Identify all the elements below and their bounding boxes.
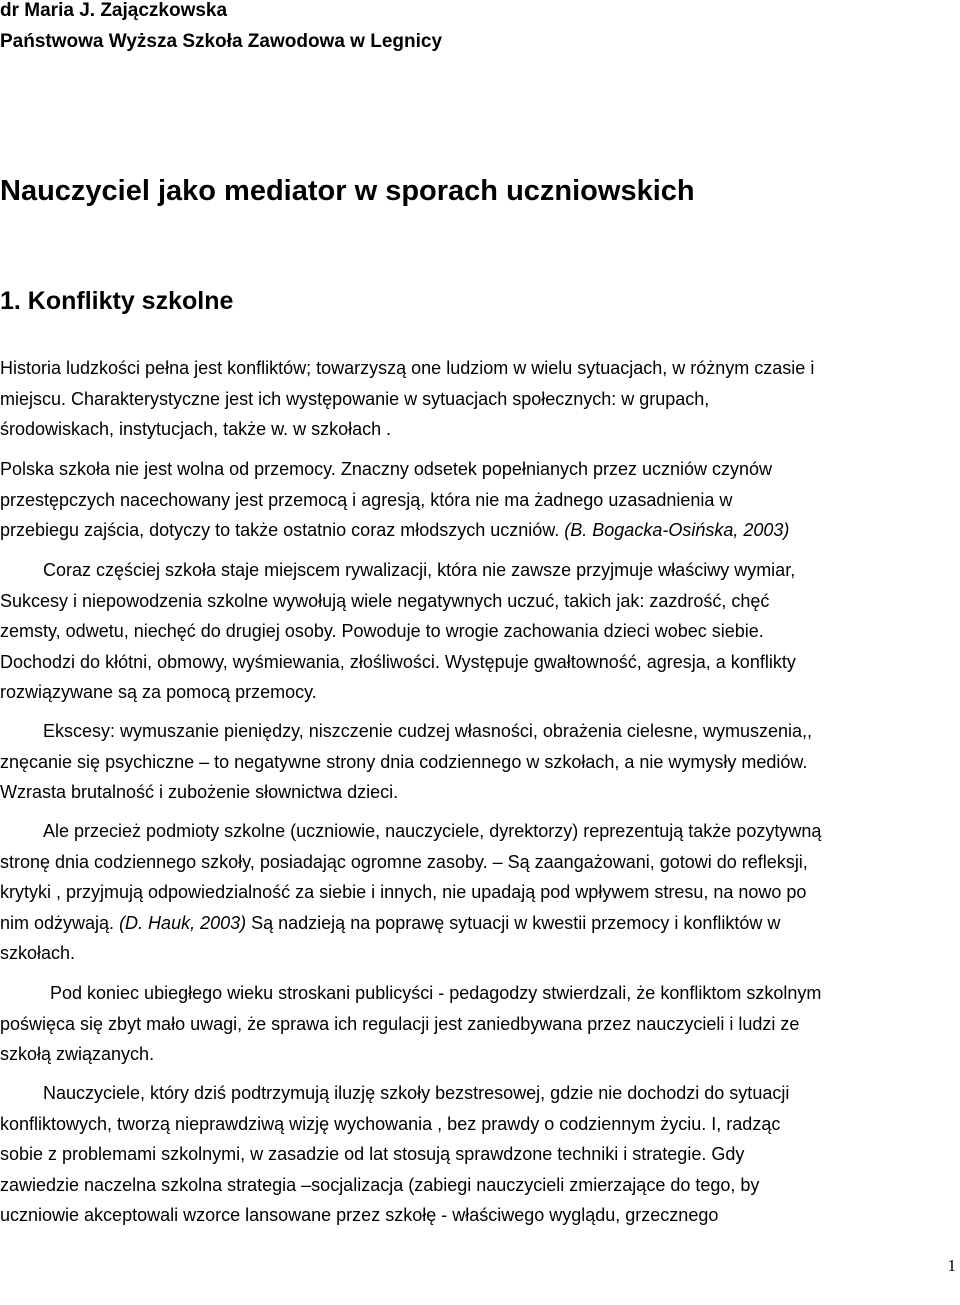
text-line: zemsty, odwetu, niechęć do drugiej osoby. Powoduje to wrogie zachowania dzieci wobec siebie.: [0, 621, 764, 642]
text-line: Dochodzi do kłótni, obmowy, wyśmiewania, złośliwości. Występuje gwałtowność, agresja, a konflikty: [0, 651, 796, 672]
text-line: [0, 908, 960, 939]
page-number: 1: [947, 1256, 956, 1275]
paragraph-4: [0, 716, 960, 808]
paragraph-7: [0, 1078, 960, 1231]
text-line: [0, 1078, 960, 1109]
text-line: [0, 716, 960, 747]
text-line: środowiskach, instytucjach, także w. w szkołach .: [0, 419, 392, 440]
text-line: rozwiązywane są za pomocą przemocy.: [0, 682, 317, 703]
text-segment: Ale przecież podmioty szkolne (uczniowie, nauczyciele, dyrektorzy) reprezentują także pozytywną: [43, 821, 822, 841]
text-line: [0, 555, 960, 586]
citation: (D. Hauk, 2003): [119, 912, 247, 933]
text-line: znęcanie się psychiczne – to negatywne strony dnia codziennego w szkołach, a nie wymysły mediów.: [0, 751, 808, 772]
text-line: krytyki , przyjmują odpowiedzialność za siebie i innych, nie upadają pod wpływem stresu, na nowo po: [0, 882, 807, 903]
section-heading: 1. Konflikty szkolne: [0, 287, 234, 315]
text-line: konfliktowych, tworzą nieprawdziwą wizję wychowania , bez prawdy o codziennym życiu. I, radząc: [0, 1113, 781, 1134]
institution-name: Państwowa Wyższa Szkoła Zawodowa w Legnicy: [0, 31, 443, 52]
text-segment: Są nadzieją na poprawę sytuacji w kwestii przemocy i konfliktów w: [246, 912, 781, 933]
text-segment: nim odżywają.: [0, 912, 120, 933]
paragraph-3: [0, 555, 960, 708]
text-line: Wzrasta brutalność i zubożenie słownictwa dzieci.: [0, 782, 399, 803]
text-line: przestępczych nacechowany jest przemocą i agresją, która nie ma żadnego uzasadnienia w: [0, 489, 733, 510]
citation: (B. Bogacka-Osińska, 2003): [564, 520, 790, 541]
text-line: uczniowie akceptowali wzorce lansowane przez szkołę - właściwego wyglądu, grzecznego: [0, 1205, 719, 1226]
text-segment: przebiegu zajścia, dotyczy to także ostatnio coraz młodszych uczniów.: [0, 520, 565, 541]
paragraph-1: [0, 353, 960, 445]
author-name: dr Maria J. Zajączkowska: [0, 0, 228, 21]
text-line: [0, 978, 960, 1009]
paragraph-2: [0, 454, 960, 546]
text-segment: Ekscesy: wymuszanie pieniędzy, niszczenie cudzej własności, obrażenia cielesne, wymuszenia,,: [43, 721, 813, 741]
document-title: Nauczyciel jako mediator w sporach uczniowskich: [0, 175, 695, 207]
text-line: sobie z problemami szkolnymi, w zasadzie od lat stosują sprawdzone techniki i strategie. Gdy: [0, 1144, 745, 1165]
text-segment: Nauczyciele, który dziś podtrzymują iluzję szkoły bezstresowej, gdzie nie dochodzi do sytuacji: [43, 1083, 790, 1103]
text-line: stronę dnia codziennego szkoły, posiadając ogromne zasoby. – Są zaangażowani, gotowi do refleksji,: [0, 851, 808, 872]
text-line: szkołą związanych.: [0, 1044, 155, 1065]
text-line: Historia ludzkości pełna jest konfliktów; towarzyszą one ludziom w wielu sytuacjach, w różnym czasie i: [0, 358, 815, 378]
text-line: szkołach.: [0, 943, 76, 964]
text-segment: Pod koniec ubiegłego wieku stroskani publicyści - pedagodzy stwierdzali, że konfliktom szkolnym: [50, 983, 822, 1003]
paragraph-6: [0, 978, 960, 1070]
text-line: poświęca się zbyt mało uwagi, że sprawa ich regulacji jest zaniedbywana przez nauczycieli i ludzi ze: [0, 1013, 800, 1034]
text-line: zawiedzie naczelna szkolna strategia –socjalizacja (zabiegi nauczycieli zmierzające do tego, by: [0, 1174, 760, 1195]
text-line: [0, 816, 960, 847]
text-line: Polska szkoła nie jest wolna od przemocy. Znaczny odsetek popełnianych przez uczniów czynów: [0, 459, 773, 479]
text-line: miejscu. Charakterystyczne jest ich występowanie w sytuacjach społecznych: w grupach,: [0, 388, 710, 409]
paragraph-5: [0, 816, 960, 969]
text-line: Sukcesy i niepowodzenia szkolne wywołują wiele negatywnych uczuć, takich jak: zazdrość, chęć: [0, 590, 770, 611]
text-line: [0, 515, 960, 546]
text-segment: Coraz częściej szkoła staje miejscem rywalizacji, która nie zawsze przyjmuje właściwy wymiar,: [43, 560, 796, 580]
